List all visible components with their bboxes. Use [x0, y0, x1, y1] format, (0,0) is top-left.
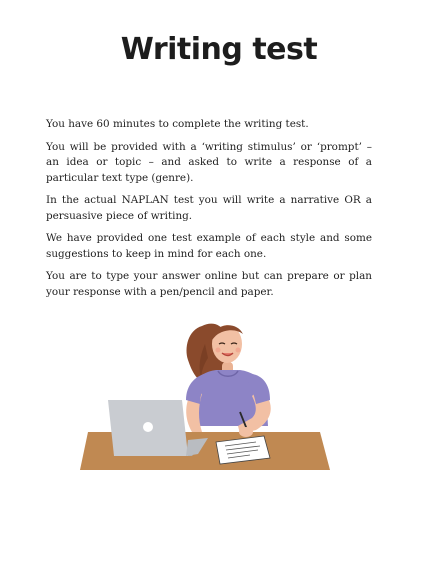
cheek-left — [216, 348, 221, 353]
paragraph-stimulus: You will be provided with a ‘writing stimulus’ or ‘prompt’ – an idea or topic – and asked to write a response of a particular text type (genre). — [46, 140, 372, 184]
intro-text — [46, 117, 372, 307]
student-illustration — [80, 308, 340, 482]
writing-hand — [239, 427, 253, 437]
paragraph-time-limit: You have 60 minutes to complete the writing test. — [46, 118, 309, 130]
paragraph-text-type: In the actual NAPLAN test you will write a narrative OR a persuasive piece of writing. — [46, 194, 372, 222]
page-title: Writing test — [120, 32, 318, 67]
laptop-logo — [143, 422, 153, 432]
paragraph-examples: We have provided one test example of each style and some suggestions to keep in mind for each one. — [46, 232, 372, 260]
cheek-right — [236, 348, 241, 353]
student-writing-illustration — [80, 308, 340, 478]
paragraph-format: You are to type your answer online but can prepare or plan your response with a pen/pencil and paper. — [46, 270, 372, 298]
